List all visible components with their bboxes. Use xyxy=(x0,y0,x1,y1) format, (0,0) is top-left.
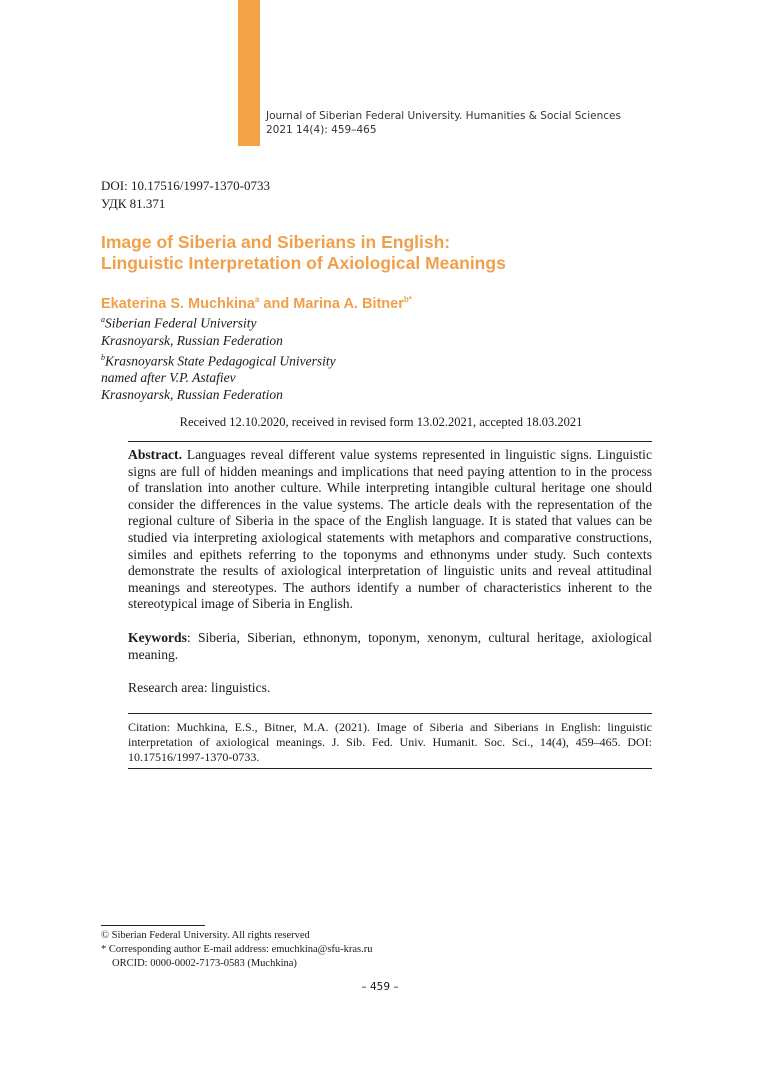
journal-issue: 2021 14(4): 459–465 xyxy=(266,123,377,136)
article-title xyxy=(101,232,661,274)
keywords-text: : Siberia, Siberian, ethnonym, toponym, xenonym, cultural heritage, axiological meaning. xyxy=(128,630,652,662)
footnotes xyxy=(101,929,373,971)
journal-header xyxy=(266,110,621,137)
author-2: Marina A. Bitner xyxy=(293,295,404,312)
citation: Citation: Muchkina, E.S., Bitner, M.A. (2021). Image of Siberia and Siberians in English: linguistic interpretation of axiological meanings. J. Sib. Fed. Univ. Humanit. Soc. Sci., 14(4), 459–465. DOI: 10.17516/1997-1370-0733. xyxy=(128,720,652,764)
received-dates: Received 12.10.2020, received in revised form 13.02.2021, accepted 18.03.2021 xyxy=(179,415,583,429)
affiliation-a-mark: a xyxy=(101,315,105,324)
keywords-label: Keywords xyxy=(128,630,187,645)
research-area: Research area: linguistics. xyxy=(128,680,271,695)
article-identifiers xyxy=(101,177,270,213)
udk: УДК 81.371 xyxy=(101,196,166,211)
author-1-mark: a xyxy=(254,295,260,304)
abstract xyxy=(128,447,652,613)
affiliation-a-line-2: Krasnoyarsk, Russian Federation xyxy=(101,332,283,348)
journal-name: Journal of Siberian Federal University. Humanities & Social Sciences xyxy=(266,110,621,122)
journal-accent-bar xyxy=(238,0,260,146)
affiliation-b-line-1: $^b$Krasnoyarsk State Pedagogical University xyxy=(101,352,336,368)
page-number: – 459 – xyxy=(361,981,399,993)
title-line-1: Image of Siberia and Siberians in English: xyxy=(101,232,451,252)
citation-top-rule xyxy=(128,713,652,714)
author-1: Ekaterina S. Muchkina xyxy=(101,295,255,312)
footnote-rule xyxy=(101,925,205,926)
abstract-top-rule xyxy=(128,441,652,442)
abstract-text: Languages reveal different value systems represented in linguistic signs. Linguistic signs are full of hidden meanings and implications that need paying attention to in the process of translation into another culture. While interpreting intangible cultural heritage one should consider the differences in the value systems. The article deals with the representation of the regional culture of Siberia in the space of the English language. It is stated that values can be studied via interpreting axiological statements with metaphors and comparative constructions, similes and epithets referring to the toponyms and ethnonyms under study. Such contexts demonstrate the results of axiological interpretation of linguistic units and reveal attitudinal meanings and stereotypes. The authors identify a number of characteristics inherent to the stereotypical image of Siberia in English. xyxy=(128,447,652,612)
author-2-mark: b* xyxy=(403,295,412,304)
affiliation-b-line-2: named after V.P. Astafiev xyxy=(101,370,236,385)
affiliations xyxy=(101,311,336,403)
copyright-note: © Siberian Federal University. All rights reserved xyxy=(101,930,310,941)
affiliation-b-mark: b xyxy=(101,352,105,362)
title-line-2: Linguistic Interpretation of Axiological Meanings xyxy=(101,253,506,273)
affiliation-b-line-3: Krasnoyarsk, Russian Federation xyxy=(101,387,283,402)
corresponding-author-note: * Corresponding author E-mail address: emuchkina@sfu-kras.ru xyxy=(101,944,373,955)
doi: DOI: 10.17516/1997-1370-0733 xyxy=(101,178,270,193)
affiliation-a-line-1: $^a$Siberian Federal University xyxy=(101,315,257,331)
abstract-label: Abstract. xyxy=(128,447,182,462)
keywords xyxy=(128,630,652,663)
author-list xyxy=(101,291,412,313)
author-conjunction: and xyxy=(259,295,294,312)
citation-bottom-rule xyxy=(128,768,652,769)
orcid-note: ORCID: 0000-0002-7173-0583 (Muchkina) xyxy=(112,958,297,969)
